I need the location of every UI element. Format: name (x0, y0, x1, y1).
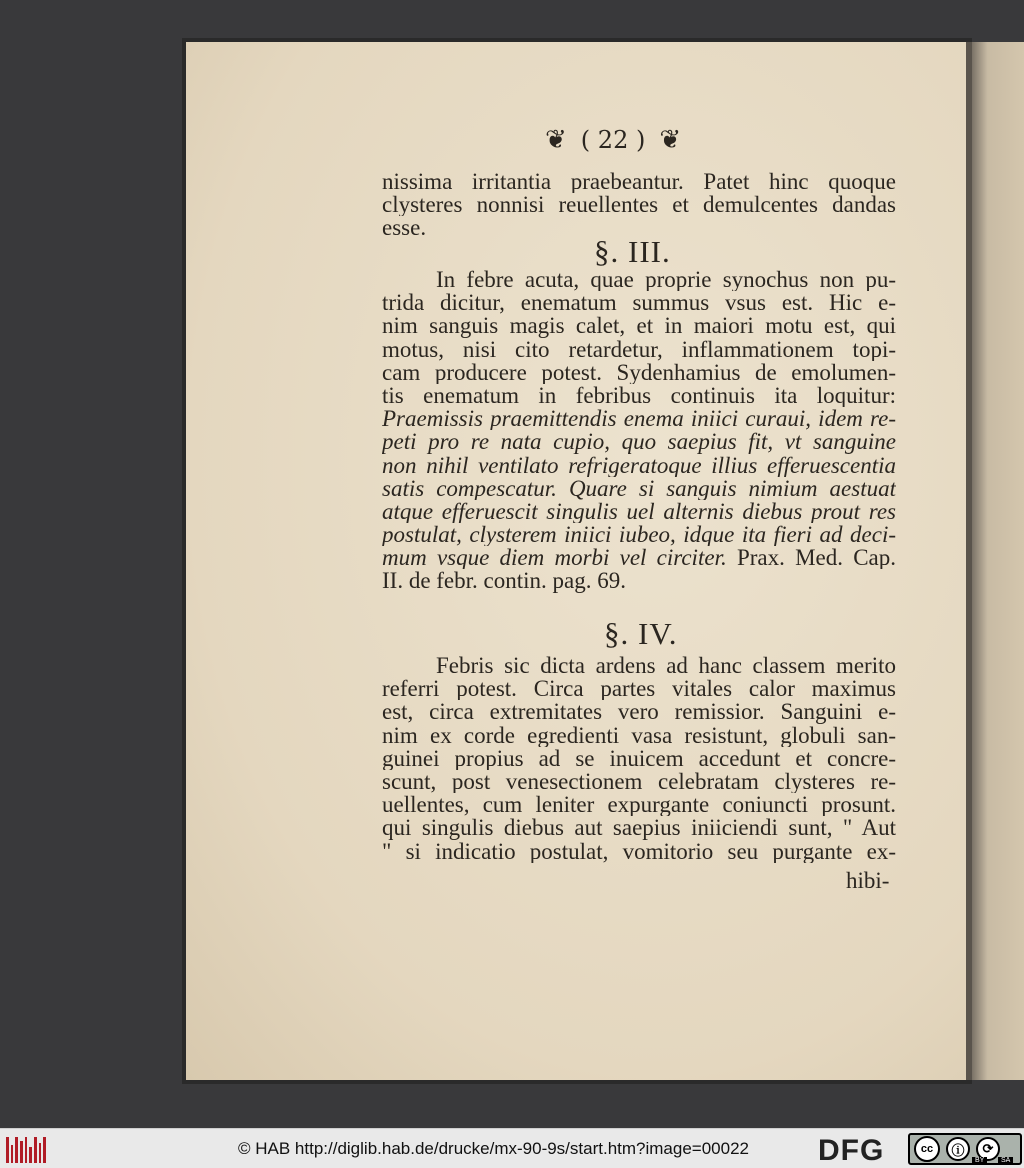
text-block-top (382, 170, 896, 240)
text-line: trida dicitur, enematum summus vsus est. Hic e- (382, 291, 896, 315)
text-line: motus, nisi cito retardetur, inflammationem topi- (382, 337, 896, 361)
quote-fragment: mum vsque diem morbi vel circiter. (382, 546, 727, 570)
text-line: nim ex corde egredienti vasa resistunt, globuli san- (382, 723, 896, 747)
text-line-mixed (382, 546, 896, 569)
text-line: scunt, post venesectionem celebratam clysteres re- (382, 769, 896, 794)
by-label: BY (972, 1157, 987, 1164)
attribution-icon: ⓘ (946, 1137, 970, 1161)
quote-line: satis compescatur. Quare si sanguis nimium aestuat (382, 476, 896, 500)
text-line: esse. (382, 216, 427, 240)
citation-fragment: Prax. Med. Cap. (736, 546, 896, 570)
share-alike-icon: ⟳ (976, 1137, 1000, 1161)
creative-commons-icon: cc (914, 1136, 940, 1162)
quote-line: Praemissis praemittendis enema iniici curaui, idem re- (382, 407, 896, 431)
text-line: nissima irritantia praebeantur. Patet hinc quoque (382, 170, 896, 194)
quote-line: non nihil ventilato refrigeratoque illius efferuescentia (382, 453, 896, 477)
copyright-link[interactable]: © HAB http://diglib.hab.de/drucke/mx-90-9s/start.htm?image=00022 (238, 1139, 749, 1158)
section-heading-4: §. IV. (604, 616, 678, 651)
text-line: " si indicatio postulat, vomitorio seu purgante ex- (382, 839, 896, 863)
text-line: In febre acuta, quae proprie synochus non pu- (436, 268, 896, 292)
text-line: est, circa extremitates vero remissior. Sanguini e- (382, 700, 896, 724)
cc-license-badge[interactable] (908, 1133, 1022, 1165)
catchword: hibi- (846, 868, 890, 893)
text-line: uellentes, cum leniter expurgante coniuncti prosunt. (382, 793, 896, 817)
text-block-section-4 (382, 654, 896, 863)
quote-line: atque efferuescit singulis uel alternis diebus prout res (382, 499, 896, 524)
citation-line: II. de febr. contin. pag. 69. (382, 569, 626, 593)
dfg-logo[interactable]: DFG (818, 1134, 885, 1167)
quote-line: postulat, clysterem iniici iubeo, idque ita fieri ad deci- (382, 523, 896, 547)
text-line: referri potest. Circa partes vitales calor maximus (382, 677, 896, 701)
text-line: cam producere potest. Sydenhamius de emolumen- (382, 360, 896, 384)
text-line: tis enematum in febribus continuis ita loquitur: (382, 383, 896, 408)
page-number: ( 22 ) (580, 126, 646, 154)
text-line: guinei propius ad se inuicem accedunt et concre- (382, 746, 896, 770)
footer-bar (0, 1128, 1024, 1168)
hab-logo-icon[interactable] (6, 1135, 46, 1163)
facing-page-edge (972, 42, 1024, 1080)
fleuron-left-icon: ❦ (545, 125, 567, 155)
text-line: nim sanguis magis calet, et in maiori motu est, qui (382, 314, 896, 338)
page-header (545, 120, 681, 160)
text-line: qui singulis diebus aut saepius iniiciendi sunt, " Aut (382, 816, 896, 840)
fleuron-right-icon: ❦ (659, 125, 682, 155)
sa-label: SA (998, 1157, 1013, 1164)
text-line: clysteres nonnisi reuellentes et demulcentes dandas (382, 193, 896, 217)
text-block-section-3 (382, 268, 896, 593)
text-line: Febris sic dicta ardens ad hanc classem merito (436, 654, 896, 678)
section-heading-3: §. III. (594, 234, 671, 269)
quote-line: peti pro re nata cupio, quo saepius fit, vt sanguine (382, 430, 896, 454)
